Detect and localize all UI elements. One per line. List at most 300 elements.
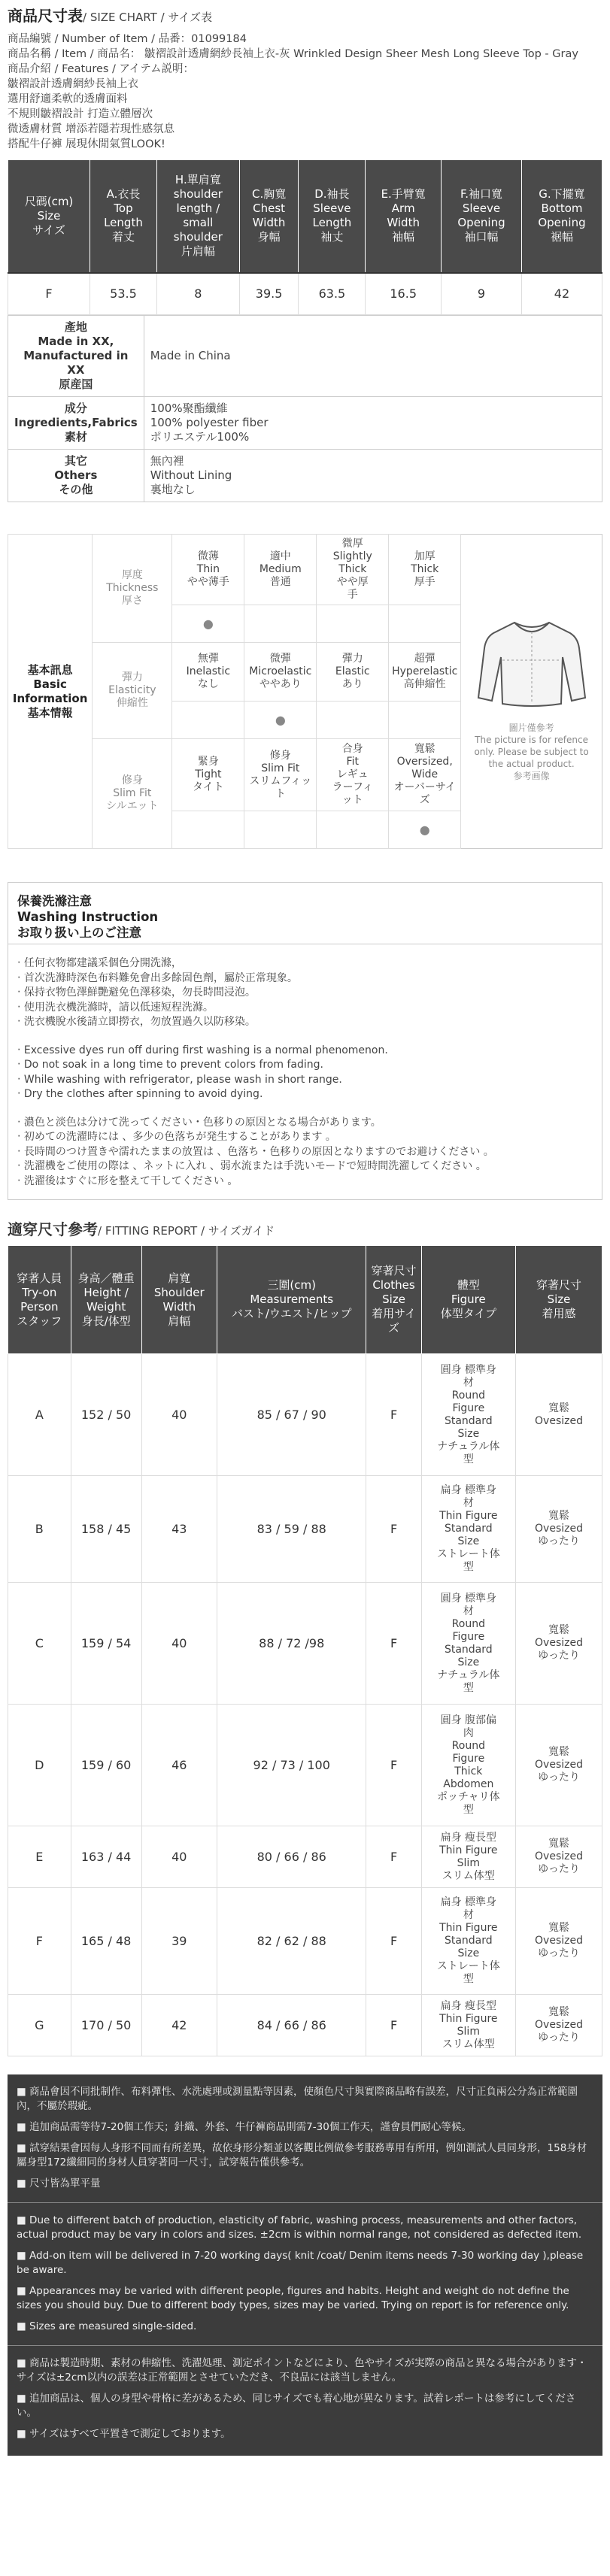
basic-group-label xyxy=(8,535,93,849)
meta-value-line: 100% polyester fiber xyxy=(150,416,269,429)
figure-line: ナチュラル体 xyxy=(437,1440,500,1453)
try-on-person: F xyxy=(8,1888,71,1995)
option-line: 高伸縮性 xyxy=(403,678,446,690)
fitting-report-table xyxy=(8,1245,602,2056)
header-line: H.單肩寬 xyxy=(175,173,221,187)
header-line: G.下擺寬 xyxy=(539,187,585,202)
washing-title xyxy=(8,883,602,944)
group-label-line: Basic xyxy=(33,677,67,691)
meta-key-line: その他 xyxy=(59,483,93,496)
shoulder-width: 39 xyxy=(141,1888,217,1995)
figure-line: 型 xyxy=(463,1453,474,1465)
selected-dot-icon: ● xyxy=(275,713,286,727)
option-line: スリムフィッ xyxy=(249,774,312,787)
fit-feel xyxy=(516,1826,602,1888)
notes-ja xyxy=(8,2346,602,2456)
option-line: ズ xyxy=(419,794,430,806)
option-line: 加厚 xyxy=(414,550,435,562)
figure-line: 肉 xyxy=(463,1726,474,1739)
table-row xyxy=(8,273,602,315)
page-title: 商品尺寸表/ SIZE CHART / サイズ表 xyxy=(8,7,213,25)
feel-line: Ovesized xyxy=(535,1850,583,1862)
option-line: なし xyxy=(197,678,219,690)
dot-cell xyxy=(389,605,461,643)
option-line: オーバーサイ xyxy=(393,781,456,793)
option-line: 厚手 xyxy=(414,576,435,588)
clothes-size: F xyxy=(366,1705,421,1826)
attr-line: Thickness xyxy=(106,582,159,594)
option-line: 微厚 xyxy=(341,538,363,550)
garment-picture xyxy=(461,535,602,849)
fit-feel xyxy=(516,1583,602,1705)
height-weight: 170 / 50 xyxy=(71,1995,141,2056)
meta-key-line: 成分 xyxy=(64,402,87,415)
fit-col-header xyxy=(71,1246,141,1354)
measurements: 88 / 72 /98 xyxy=(217,1583,366,1705)
meta-key-line: 其它 xyxy=(64,454,87,468)
figure-line: スリム体型 xyxy=(442,1869,495,1882)
header-line: Arm xyxy=(391,202,415,216)
size-col-header xyxy=(442,160,522,273)
note-line: ■ サイズはすべて平置きで測定しております。 xyxy=(17,2428,231,2440)
washing-line: ‧ Excessive dyes run off during first washing is a normal phenomenon. xyxy=(17,1044,388,1056)
option-line: Oversized, xyxy=(396,756,453,768)
figure-line: Standard xyxy=(444,1935,493,1947)
washing-line: ‧ 濃色と淡色は分けて洗ってください・色移りの原因となる場合があります。 xyxy=(17,1116,381,1129)
washing-line: ‧ 洗衣機脫水後請立即撈衣，勿放置過久以防移染。 xyxy=(17,1016,256,1028)
header-line: 肩幅 xyxy=(168,1314,191,1328)
notes-en xyxy=(8,2203,602,2346)
figure-line: Slim xyxy=(457,2025,480,2038)
feel-line: ゆったり xyxy=(538,2032,580,2044)
option-line: Wide xyxy=(411,768,439,780)
option-thickness-3 xyxy=(389,535,461,605)
header-line: Top xyxy=(114,202,133,216)
figure-line: Thin Figure xyxy=(439,1844,498,1856)
option-line: 寬鬆 xyxy=(414,743,435,755)
clothes-size: F xyxy=(366,1354,421,1476)
size-cell: F xyxy=(8,273,90,315)
measurements: 85 / 67 / 90 xyxy=(217,1354,366,1476)
feel-line: 寬鬆 xyxy=(548,2006,569,2018)
dot-cell xyxy=(172,811,244,849)
figure-line: Figure xyxy=(452,1630,485,1643)
header-line: Opening xyxy=(457,216,505,230)
shoulder-width: 43 xyxy=(141,1476,217,1583)
figure-line: Thin Figure xyxy=(439,2012,498,2025)
figure-type xyxy=(421,1705,515,1826)
shoulder-width: 40 xyxy=(141,1583,217,1705)
option-line: 緊身 xyxy=(197,756,219,768)
washing-line: ‧ While washing with refrigerator, please wash in short range. xyxy=(17,1073,342,1086)
meta-key-line: Ingredients,Fabrics xyxy=(14,416,138,429)
meta-key xyxy=(8,450,144,502)
clothes-size: F xyxy=(366,1476,421,1583)
washing-line: ‧ Dry the clothes after spinning to avoid dying. xyxy=(17,1088,263,1100)
header-line: Sleeve xyxy=(313,202,351,216)
attr-line: Elasticity xyxy=(108,684,156,696)
header-line: 袖丈 xyxy=(320,230,344,244)
size-col-header xyxy=(156,160,239,273)
measurements: 92 / 73 / 100 xyxy=(217,1705,366,1826)
try-on-person: A xyxy=(8,1354,71,1476)
washing-title-line: 保養洗滌注意 xyxy=(17,894,92,908)
basic-row-thickness xyxy=(8,535,602,605)
size-chart-table xyxy=(8,159,602,315)
figure-line: 型 xyxy=(463,1973,474,1985)
header-line: shoulder xyxy=(173,230,223,244)
table-row xyxy=(8,1888,602,1995)
figure-line: Abdomen xyxy=(443,1777,494,1790)
header-line: Measurements xyxy=(250,1293,334,1306)
note-line: ■ Appearances may be varied with different people, figures and habits. Height and weight do not define the sizes you should buy. Due to different body types, sizes may be varied. Trying on report is for reference only. xyxy=(17,2285,569,2311)
meta-key-line: Manufactured in xyxy=(23,349,129,362)
figure-type xyxy=(421,1826,515,1888)
option-line: Thin xyxy=(196,563,220,575)
fitting-title: 適穿尺寸參考/ FITTING REPORT / サイズガイド xyxy=(8,1220,275,1238)
info-line: 選用舒適柔軟的透膚面料 xyxy=(8,93,128,105)
clothes-size: F xyxy=(366,1826,421,1888)
caption-line: The picture is for refence xyxy=(475,734,588,745)
figure-line: ストレート体 xyxy=(436,1960,500,1972)
info-line: 商品編號 / Number of Item / 品番：01099184 xyxy=(8,33,247,45)
attr-label-elasticity xyxy=(93,643,172,739)
fit-feel xyxy=(516,1888,602,1995)
attr-line: 伸縮性 xyxy=(116,697,148,709)
attr-line: Slim Fit xyxy=(113,787,152,799)
measurements: 83 / 59 / 88 xyxy=(217,1476,366,1583)
header-line: Length xyxy=(104,216,143,230)
option-thickness-1 xyxy=(244,535,317,605)
header-line: 體型 xyxy=(457,1278,480,1292)
washing-line: ‧ 任何衣物都建議采個色分開洗滌， xyxy=(17,957,182,969)
dot-cell xyxy=(389,811,461,849)
figure-line: 材 xyxy=(463,1376,474,1389)
size-col-header xyxy=(521,160,602,273)
size-cell: 16.5 xyxy=(366,273,442,315)
header-line: Sleeve xyxy=(462,202,501,216)
table-row xyxy=(8,1583,602,1705)
measurements: 80 / 66 / 86 xyxy=(217,1826,366,1888)
meta-key xyxy=(8,397,144,450)
option-line: Inelastic xyxy=(186,665,231,677)
size-cell: 9 xyxy=(442,273,522,315)
feel-line: 寬鬆 xyxy=(548,1746,569,1758)
option-thickness-0 xyxy=(172,535,244,605)
header-line: 身長/体型 xyxy=(81,1314,131,1328)
feel-line: ゆったり xyxy=(538,1535,580,1547)
clothes-size: F xyxy=(366,1888,421,1995)
note-line: ■ 試穿結果會因每人身形不同而有所差異，故依身形分類並以客觀比例做參考服務專用有所用，例如測試人員同身形，158身材屬身型172纖細同的身材人員穿著同一尺寸，試穿報告僅供參考。 xyxy=(17,2142,587,2168)
info-line: 商品介紹 / Features / アイテム説明： xyxy=(8,63,195,75)
figure-line: Size xyxy=(457,1535,480,1547)
attr-label-thickness xyxy=(93,535,172,643)
feel-line: 寬鬆 xyxy=(548,1624,569,1636)
option-line: 無彈 xyxy=(197,653,219,665)
attr-line: シルエット xyxy=(106,800,159,812)
option-thickness-2 xyxy=(317,535,389,605)
figure-line: 圓身 標準身 xyxy=(440,1592,497,1605)
figure-line: Thick xyxy=(454,1765,483,1777)
meta-value-line: 裏地なし xyxy=(150,483,196,496)
feel-line: Ovesized xyxy=(535,1414,583,1427)
option-line: 手 xyxy=(347,589,358,601)
header-line: Try-on xyxy=(22,1285,57,1299)
note-line: ■ Sizes are measured single-sided. xyxy=(17,2320,197,2332)
option-line: レギュ xyxy=(336,768,369,780)
meta-value-line: Without Lining xyxy=(150,468,232,482)
header-line: Person xyxy=(20,1299,59,1314)
shoulder-width: 40 xyxy=(141,1826,217,1888)
figure-line: Size xyxy=(457,1427,480,1440)
meta-value-line: Made in China xyxy=(150,349,231,362)
figure-line: Thin Figure xyxy=(439,1922,498,1934)
header-line: D.袖長 xyxy=(314,187,350,202)
figure-type xyxy=(421,1476,515,1583)
attr-line: 修身 xyxy=(121,774,143,786)
washing-instruction xyxy=(8,882,602,1200)
header-line: 片肩幅 xyxy=(181,244,215,259)
meta-key xyxy=(8,316,144,397)
height-weight: 158 / 45 xyxy=(71,1476,141,1583)
meta-value xyxy=(144,450,602,502)
try-on-person: B xyxy=(8,1476,71,1583)
option-line: 超彈 xyxy=(414,653,435,665)
header-line: 袖口幅 xyxy=(464,230,499,244)
height-weight: 152 / 50 xyxy=(71,1354,141,1476)
picture-caption xyxy=(463,722,600,782)
header-line: F.袖口寬 xyxy=(460,187,502,202)
option-line: Microelastic xyxy=(249,665,312,677)
option-line: あり xyxy=(341,678,363,690)
selected-dot-icon: ● xyxy=(419,823,430,837)
option-line: 修身 xyxy=(269,749,291,762)
group-label-line: Information xyxy=(12,691,88,705)
feel-line: 寬鬆 xyxy=(548,1838,569,1850)
figure-line: Figure xyxy=(452,1752,485,1765)
size-col-header xyxy=(90,160,157,273)
table-row xyxy=(8,1705,602,1826)
item-info xyxy=(8,32,602,152)
fit-col-header xyxy=(516,1246,602,1354)
fit-feel xyxy=(516,1995,602,2056)
fit-col-header xyxy=(421,1246,515,1354)
selected-dot-icon: ● xyxy=(202,617,214,631)
size-col-header xyxy=(299,160,366,273)
washing-ja xyxy=(17,1116,593,1190)
info-line: 商品名稱 / Item / 商品名： 皺褶設計透膚網紗長袖上衣-灰 Wrinkled Design Sheer Mesh Long Sleeve Top - Gray xyxy=(8,48,578,60)
clothes-size: F xyxy=(366,1583,421,1705)
figure-line: 圓身 腹部偏 xyxy=(440,1714,497,1726)
header-line: Figure xyxy=(451,1293,486,1306)
header-line: 袖幅 xyxy=(392,230,415,244)
feel-line: Ovesized xyxy=(535,1637,583,1649)
height-weight: 165 / 48 xyxy=(71,1888,141,1995)
table-row xyxy=(8,1826,602,1888)
fit-col-header xyxy=(366,1246,421,1354)
figure-line: Standard xyxy=(444,1523,493,1535)
shoulder-width: 40 xyxy=(141,1354,217,1476)
header-line: Width xyxy=(252,216,286,230)
group-label-line: 基本情報 xyxy=(27,705,73,720)
note-line: ■ Add-on item will be delivered in 7-20 working days( knit /coat/ Denim items needs 7-30 working day ),please be aware. xyxy=(17,2250,584,2276)
option-line: Thick xyxy=(411,563,439,575)
feel-line: ゆったり xyxy=(538,1947,580,1959)
option-line: ラーフィ xyxy=(332,781,373,793)
info-line: 搭配牛仔褲 展現休閒氣質LOOK! xyxy=(8,138,165,150)
dot-cell xyxy=(172,605,244,643)
figure-line: スリム体型 xyxy=(442,2038,495,2050)
option-line: Slightly xyxy=(332,550,372,562)
header-line: Weight xyxy=(86,1299,126,1314)
option-line: 微薄 xyxy=(197,550,219,562)
meta-value xyxy=(144,397,602,450)
size-cell: 39.5 xyxy=(239,273,299,315)
option-line: 普通 xyxy=(269,576,291,588)
figure-line: 型 xyxy=(463,1803,474,1816)
header-line: 着用感 xyxy=(542,1307,576,1320)
caption-line: the actual product. xyxy=(488,758,575,769)
header-line: Length xyxy=(312,216,352,230)
meta-row xyxy=(8,316,602,397)
meta-value-line: 無內裡 xyxy=(150,454,184,468)
meta-row xyxy=(8,450,602,502)
option-line: Fit xyxy=(346,756,359,768)
attr-line: 彈力 xyxy=(121,671,143,683)
figure-type xyxy=(421,1583,515,1705)
dot-cell xyxy=(317,605,389,643)
option-line: 適中 xyxy=(269,550,291,562)
option-elasticity-2 xyxy=(317,643,389,702)
figure-line: Standard xyxy=(444,1643,493,1656)
meta-key-line: XX xyxy=(67,363,85,377)
figure-line: 圓身 標準身 xyxy=(440,1363,497,1376)
header-line: 尺碼(cm) xyxy=(24,194,74,208)
header-line: 体型タイプ xyxy=(440,1307,496,1320)
header-line: 身高／體重 xyxy=(77,1271,135,1285)
size-col-header xyxy=(366,160,442,273)
figure-line: 材 xyxy=(463,1909,474,1921)
try-on-person: D xyxy=(8,1705,71,1826)
option-line: Elastic xyxy=(335,665,370,677)
height-weight: 159 / 54 xyxy=(71,1583,141,1705)
header-line: Size xyxy=(382,1293,405,1306)
size-cell: 53.5 xyxy=(90,273,157,315)
option-elasticity-0 xyxy=(172,643,244,702)
dot-cell xyxy=(244,605,317,643)
measurements: 84 / 66 / 86 xyxy=(217,1995,366,2056)
header-line: Clothes xyxy=(372,1278,415,1292)
figure-line: Round xyxy=(451,1389,485,1402)
option-line: Thick xyxy=(338,563,367,575)
figure-line: 扁身 瘦長型 xyxy=(440,1999,497,2012)
fit-feel xyxy=(516,1354,602,1476)
meta-value-line: 100%聚酯纖維 xyxy=(150,402,228,415)
header-line: Size xyxy=(547,1293,571,1306)
dot-cell xyxy=(244,702,317,739)
header-line: shoulder xyxy=(173,187,223,202)
attr-line: 厚度 xyxy=(121,569,143,581)
feel-line: ゆったり xyxy=(538,1650,580,1662)
meta-key-line: 產地 xyxy=(64,320,87,334)
option-line: 彈力 xyxy=(341,653,363,665)
feel-line: 寬鬆 xyxy=(548,1402,569,1414)
option-line: 合身 xyxy=(341,743,363,755)
header-line: Width xyxy=(387,216,420,230)
table-row xyxy=(8,1476,602,1583)
feel-line: Ovesized xyxy=(535,1523,583,1535)
figure-line: 材 xyxy=(463,1605,474,1617)
option-line: Slim Fit xyxy=(261,762,300,774)
feel-line: Ovesized xyxy=(535,1759,583,1771)
figure-line: ナチュラル体 xyxy=(437,1668,500,1681)
product-meta-table xyxy=(8,315,602,502)
sweater-outline-icon xyxy=(475,602,588,714)
figure-type xyxy=(421,1995,515,2056)
feel-line: 寬鬆 xyxy=(548,1510,569,1522)
size-cell: 63.5 xyxy=(299,273,366,315)
shoulder-width: 42 xyxy=(141,1995,217,2056)
dot-cell xyxy=(317,702,389,739)
figure-line: 扁身 標準身 xyxy=(440,1484,497,1496)
option-line: ト xyxy=(275,787,286,800)
fit-col-header xyxy=(141,1246,217,1354)
feel-line: Ovesized xyxy=(535,1935,583,1947)
header-line: スタッフ xyxy=(17,1314,62,1328)
size-col-header xyxy=(239,160,299,273)
height-weight: 163 / 44 xyxy=(71,1826,141,1888)
figure-line: 扁身 標準身 xyxy=(440,1896,497,1908)
option-line: Medium xyxy=(259,563,302,575)
option-fit-2 xyxy=(317,739,389,811)
measurements: 82 / 62 / 88 xyxy=(217,1888,366,1995)
note-line: ■ 商品會因不同批制作、布料彈性、水洗處理或測量點等因素，使顏色尺寸與實際商品略有誤差，尺寸正負兩公分為正常範圍內，不屬於瑕疵。 xyxy=(17,2086,578,2112)
attr-line: 厚さ xyxy=(121,595,143,607)
washing-title-line: お取り扱い上のご注意 xyxy=(17,926,141,940)
feel-line: 寬鬆 xyxy=(548,1922,569,1934)
meta-key-line: 原産国 xyxy=(59,377,93,391)
meta-key-line: 素材 xyxy=(64,430,87,444)
header-line: 肩寬 xyxy=(168,1271,191,1285)
note-line: ■ 追加商品は、個人の身型や骨格に差があるため、同じサイズでも着心地が異なります。試着レポートは参考にしてください。 xyxy=(17,2393,576,2419)
fit-col-header xyxy=(217,1246,366,1354)
note-line: ■ 尺寸皆為單平量 xyxy=(17,2177,101,2190)
figure-line: ストレート体 xyxy=(436,1548,500,1560)
header-line: 穿著尺寸 xyxy=(536,1278,582,1292)
header-line: Opening xyxy=(538,216,586,230)
note-line: ■ Due to different batch of production, elasticity of fabric, washing process, measurements and other factors, actual product may be vary in colors and sizes. ±2cm is within normal range, not considered as defected item. xyxy=(17,2214,582,2241)
option-line: やや厚 xyxy=(336,576,369,588)
washing-title-line: Washing Instruction xyxy=(17,910,159,924)
table-row xyxy=(8,1995,602,2056)
size-cell: 8 xyxy=(156,273,239,315)
group-label-line: 基本訊息 xyxy=(27,662,73,677)
header-line: length / xyxy=(176,202,220,216)
figure-line: ポッチャリ体 xyxy=(437,1790,500,1803)
option-fit-0 xyxy=(172,739,244,811)
header-line: 三圍(cm) xyxy=(267,1278,316,1292)
washing-line: ‧ Do not soak in a long time to prevent colors from fading. xyxy=(17,1059,323,1071)
feel-line: ゆったり xyxy=(538,1771,580,1784)
figure-type xyxy=(421,1888,515,1995)
option-line: タイト xyxy=(193,781,224,793)
figure-line: 扁身 瘦長型 xyxy=(440,1831,497,1844)
dot-cell xyxy=(244,811,317,849)
shoulder-width: 46 xyxy=(141,1705,217,1826)
washing-en xyxy=(17,1044,593,1102)
try-on-person: G xyxy=(8,1995,71,2056)
notes-section xyxy=(8,2074,602,2456)
